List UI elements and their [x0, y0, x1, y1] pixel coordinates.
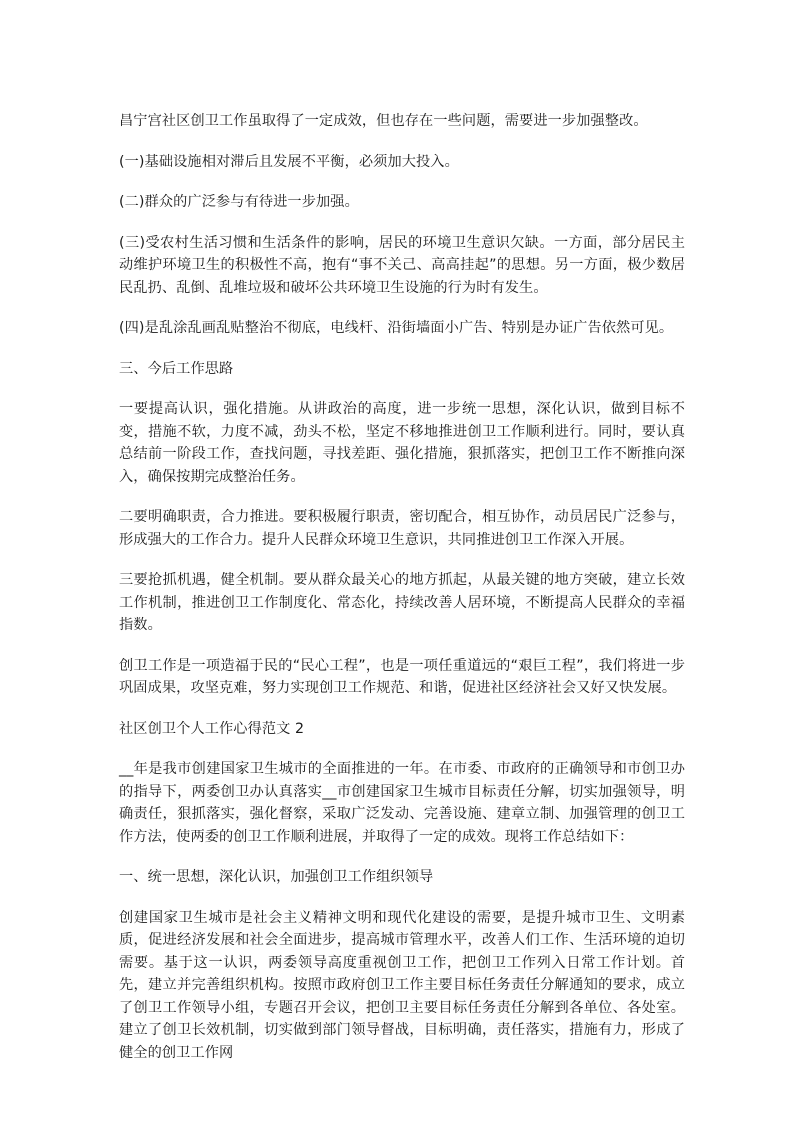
paragraph-plan-1: 一要提高认识，强化措施。从讲政治的高度，进一步统一思想，深化认识，做到目标不变，措施不软，力度不减，劲头不松，坚定不移地推进创卫工作顺利进行。同时，要认真总结前一阶段工作，查找问题，寻找差距、强化措施，狠抓落实，把创卫工作不断推向深入，确保按期完成整治任务。	[119, 401, 685, 485]
paragraph-issue-3: (三)受农村生活习惯和生活条件的影响，居民的环境卫生意识欠缺。一方面，部分居民主动维护环境卫生的积极性不高，抱有“事不关己、高高挂起”的思想。另一方面，极少数居民乱扔、乱倒、乱堆垃圾和破坏公共环境卫生设施的行为时有发生。	[119, 234, 685, 296]
paragraph-issue-4: (四)是乱涂乱画乱贴整治不彻底，电线杆、沿街墙面小广告、特别是办证广告依然可见。	[119, 320, 674, 336]
document-body	[119, 110, 685, 1064]
paragraph-organization: 创建国家卫生城市是社会主义精神文明和现代化建设的需要，是提升城市卫生、文明素质，促进经济发展和社会全面进步，提高城市管理水平，改善人们工作、生活环境的迫切需要。基于这一认识，两委领导高度重视创卫工作，把创卫工作列入日常工作计划。首先，建立并完善组织机构。按照市政府创卫工作主要目标任务责任分解通知的要求，成立了创卫工作领导小组，专题召开会议，把创卫主要目标任务责任分解到各单位、各处室。建立了创卫长效机制，切实做到部门领导督战，目标明确，责任落实，措施有力，形成了健全的创卫工作网	[119, 909, 685, 1061]
paragraph-issue-2: (二)群众的广泛参与有待进一步加强。	[119, 194, 359, 210]
paragraph-summary: 昌宁宫社区创卫工作虽取得了一定成效，但也存在一些问题，需要进一步加强整改。	[119, 113, 648, 129]
article-title-2: 社区创卫个人工作心得范文 2	[119, 720, 305, 737]
paragraph-conclusion: 创卫工作是一项造福于民的“民心工程”，也是一项任重道远的“艰巨工程”，我们将进一步巩固成果，攻坚克难，努力实现创卫工作规范、和谐，促进社区经济社会又好又快发展。	[119, 657, 685, 696]
paragraph-plan-2: 二要明确职责，合力推进。要积极履行职责，密切配合，相互协作，动员居民广泛参与，形成强大的工作合力。提升人民群众环境卫生意识，共同推进创卫工作深入开展。	[119, 509, 685, 548]
section-heading-future-plan: 三、今后工作思路	[119, 360, 234, 377]
section-heading-unify-thought: 一、统一思想，深化认识，加强创卫工作组织领导	[119, 869, 434, 885]
paragraph-issue-1: (一)基础设施相对滞后且发展不平衡，必须加大投入。	[119, 153, 459, 170]
paragraph-plan-3: 三要抢抓机遇，健全机制。要从群众最关心的地方抓起，从最关键的地方突破，建立长效工作机制，推进创卫工作制度化、常态化，持续改善人居环境，不断提高人民群众的幸福指数。	[119, 572, 685, 633]
paragraph-intro-2: __年是我市创建国家卫生城市的全面推进的一年。在市委、市政府的正确领导和市创卫办的指导下，两委创卫办认真落实__市创建国家卫生城市目标责任分解，切实加强领导，明确责任，狠抓落实，强化督察，采取广泛发动、完善设施、建章立制、加强管理的创卫工作方法，使两委的创卫工作顺利进展，并取得了一定的成效。现将工作总结如下：	[119, 761, 685, 845]
